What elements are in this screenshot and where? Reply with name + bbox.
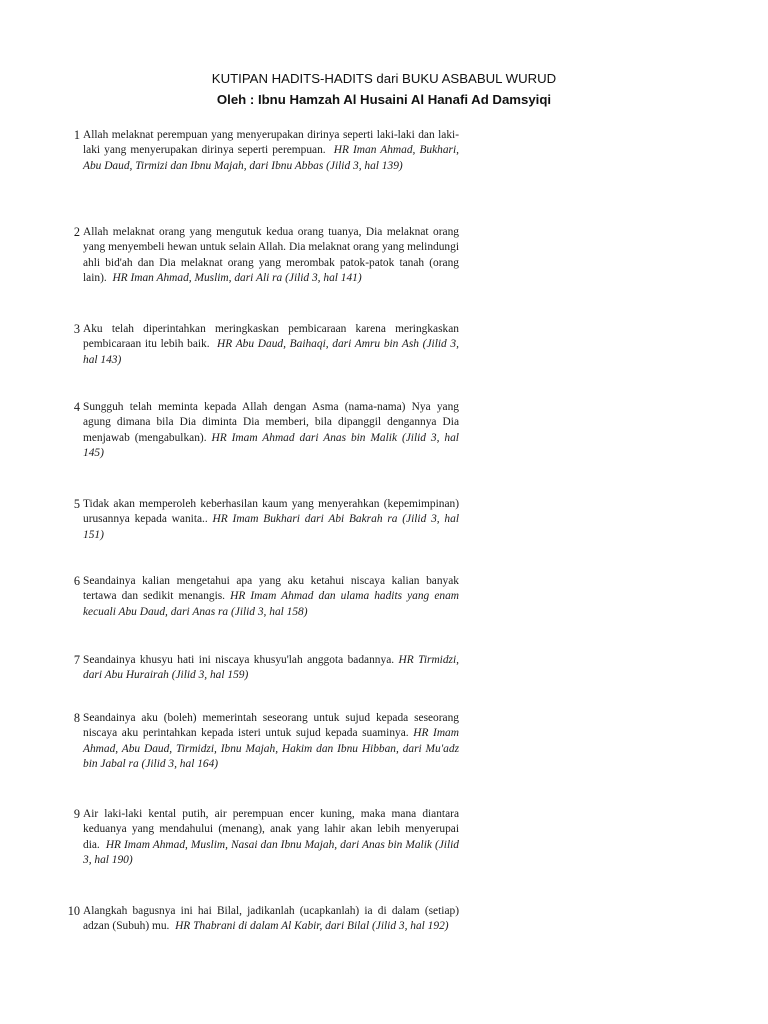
hadith-text — [83, 807, 459, 869]
hadith-number: 5 — [73, 497, 80, 511]
hadith-reference: HR Imam Bukhari dari Abi Bakrah ra (Jilid 3, hal 151) — [83, 513, 459, 541]
hadith-number: 1 — [73, 128, 80, 142]
hadith-reference: HR Abu Daud, Baihaqi, dari Amru bin Ash (Jilid 3, hal 143) — [83, 338, 459, 366]
hadith-number: 4 — [73, 400, 80, 414]
hadith-reference: HR Iman Ahmad, Bukhari, Abu Daud, Tirmizi dan Ibnu Majah, dari Ibnu Abbas (Jilid 3, hal 139) — [83, 144, 459, 172]
hadith-reference: HR Imam Ahmad, Muslim, Nasai dan Ibnu Majah, dari Anas bin Malik (Jilid 3, hal 190) — [83, 838, 459, 867]
hadith-body: Allah melaknat orang yang mengutuk kedua orang tuanya, Dia melaknat orang yang menyembeli hewan untuk selain Allah. Dia melaknat orang yang melindungi ahli bid'ah dan Dia melaknat orang yang merombak patok-patok tanah (orang lain). — [83, 226, 459, 285]
hadith-reference: HR Imam Ahmad dan ulama hadits yang enam kecuali Abu Daud, dari Anas ra (Jilid 3, hal 158) — [83, 590, 459, 618]
hadith-number: 2 — [73, 225, 80, 239]
hadith-number: 9 — [73, 807, 80, 821]
hadith-text — [83, 653, 459, 684]
hadith-body: Tidak akan memperoleh keberhasilan kaum yang menyerahkan (kepemimpinan) urusannya kepada wanita.. — [83, 498, 459, 526]
hadith-number: 3 — [73, 322, 80, 336]
hadith-body: Sungguh telah meminta kepada Allah dengan Asma (nama-nama) Nya yang agung dimana bila Dia diminta Dia memberi, bila dipanggil dengannya Dia menjawab (mengabulkan). — [83, 401, 459, 444]
hadith-number: 7 — [73, 653, 80, 667]
hadith-body: Air laki-laki kental putih, air perempuan encer kuning, maka mana diantara keduanya yang mendahului (menang), anak yang lahir akan lebih menyerupai dia. — [83, 808, 459, 851]
hadith-text — [83, 574, 459, 620]
hadith-number: 6 — [73, 574, 80, 588]
hadith-body: Seandainya khusyu hati ini niscaya khusyu'lah anggota badannya. — [83, 654, 395, 666]
hadith-body: Alangkah bagusnya ini hai Bilal, jadikanlah (ucapkanlah) ia di dalam (setiap) adzan (Subuh) mu. — [83, 905, 459, 933]
hadith-number: 10 — [67, 904, 80, 918]
hadith-text — [83, 400, 459, 462]
hadith-reference: HR Iman Ahmad, Muslim, dari Ali ra (Jilid 3, hal 141) — [112, 272, 362, 285]
hadith-text — [83, 711, 459, 773]
hadith-body: Seandainya kalian mengetahui apa yang aku ketahui niscaya kalian banyak tertawa dan sedikit menangis. — [83, 575, 459, 603]
hadith-text — [83, 322, 459, 368]
document-subtitle: Oleh : Ibnu Hamzah Al Husaini Al Hanafi Ad Damsyiqi — [216, 92, 552, 107]
hadith-reference: HR Tirmidzi, dari Abu Hurairah (Jilid 3, hal 159) — [83, 654, 459, 682]
hadith-text — [83, 128, 459, 174]
hadith-text — [83, 225, 459, 287]
document-title: KUTIPAN HADITS-HADITS dari BUKU ASBABUL WURUD — [211, 71, 557, 86]
hadith-reference: HR Imam Ahmad dari Anas bin Malik (Jilid 3, hal 145) — [83, 431, 459, 460]
hadith-reference: HR Imam Ahmad, Abu Daud, Tirmidzi, Ibnu Majah, Hakim dan Ibnu Hibban, dari Mu'adz bin Jabal ra (Jilid 3, hal 164) — [83, 727, 459, 771]
hadith-reference: HR Thabrani di dalam Al Kabir, dari Bilal (Jilid 3, hal 192) — [175, 920, 449, 933]
hadith-body: Aku telah diperintahkan meringkaskan pembicaraan karena meringkaskan pembicaraan itu lebih baik. — [83, 323, 459, 351]
hadith-body: Allah melaknat perempuan yang menyerupakan dirinya seperti laki-laki dan laki-laki yang menyerupakan dirinya seperti perempuan. — [83, 129, 459, 157]
hadith-text — [83, 904, 459, 935]
hadith-body: Seandainya aku (boleh) memerintah seseorang untuk sujud kepada seseorang niscaya aku perintahkan kepada isteri untuk sujud kepada suaminya. — [83, 712, 459, 740]
hadith-number: 8 — [73, 711, 80, 725]
hadith-text — [83, 497, 459, 543]
